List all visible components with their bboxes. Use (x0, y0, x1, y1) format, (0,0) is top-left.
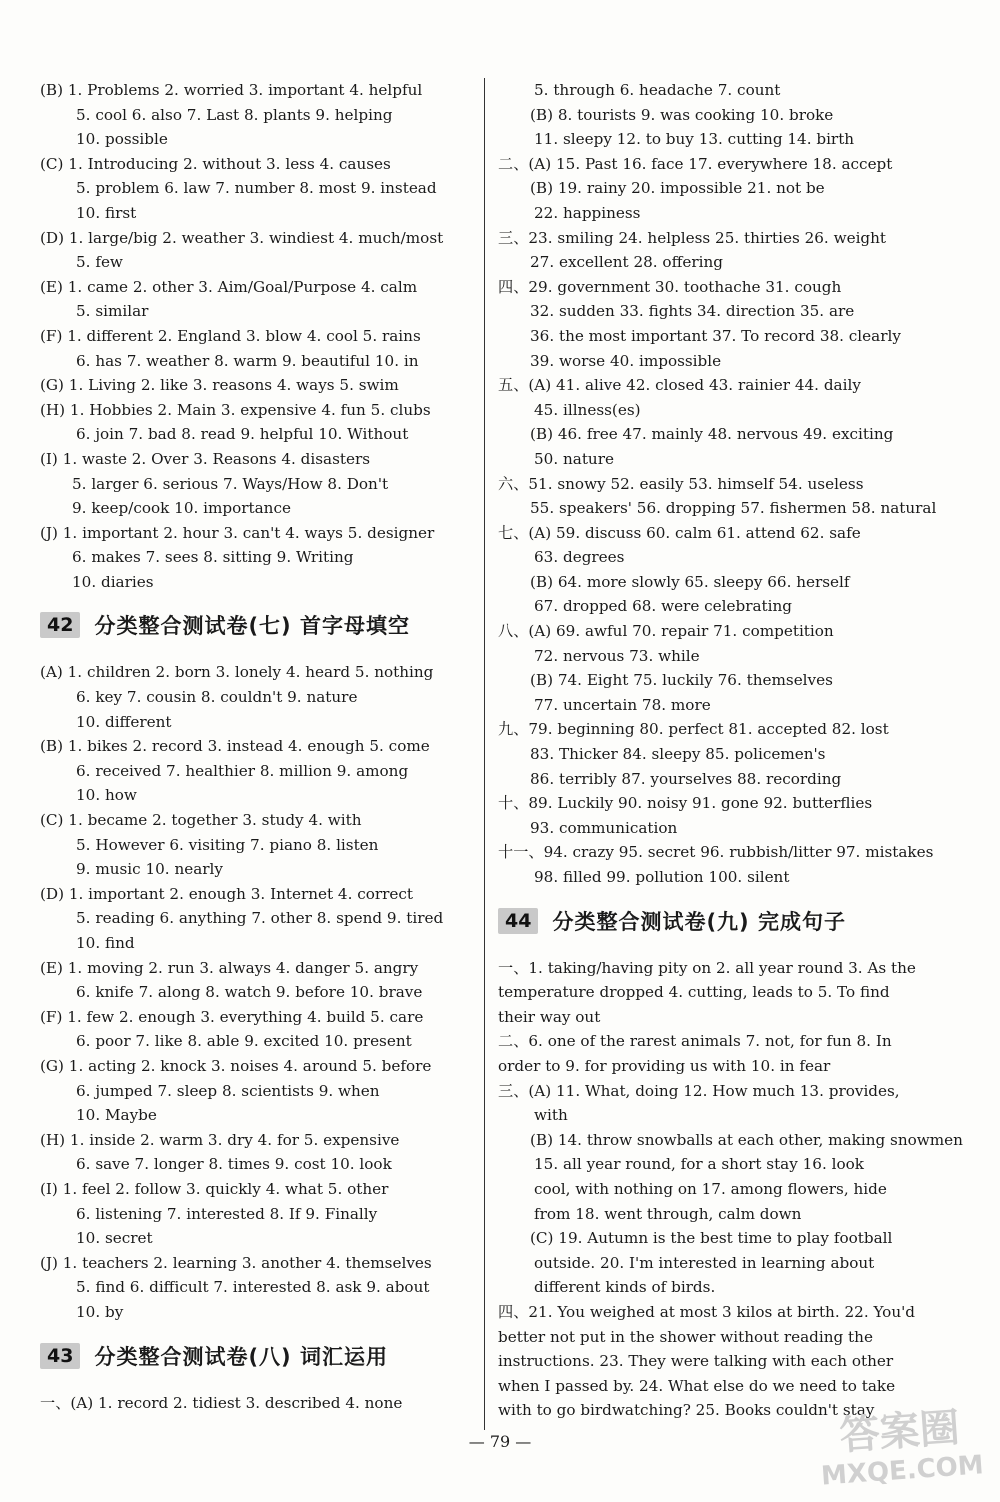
answer-line: 6. save 7. longer 8. times 9. cost 10. look (76, 1155, 392, 1174)
answer-line: (F) 1. different 2. England 3. blow 4. cool 5. rains (40, 326, 421, 345)
answer-line: 10. possible (76, 130, 168, 149)
answer-line: 50. nature (534, 449, 614, 468)
answer-line: (C) 19. Autumn is the best time to play football (530, 1229, 893, 1248)
answer-line: 八、(A) 69. awful 70. repair 71. competition (498, 622, 834, 641)
answer-line: 三、23. smiling 24. helpless 25. thirties 26. weight (498, 228, 887, 247)
answer-line: 5. through 6. headache 7. count (534, 81, 781, 99)
site-watermark-logo (813, 1402, 989, 1500)
watermark-domain: MXQE.COM (820, 1450, 985, 1492)
answer-line: 一、1. taking/having pity on 2. all year round 3. As the (498, 958, 916, 977)
answer-line: 6. knife 7. along 8. watch 9. before 10. brave (76, 983, 423, 1002)
answers-block-41-continued (40, 78, 472, 594)
answer-line: (C) 1. became 2. together 3. study 4. with (40, 811, 362, 830)
answer-line: 10. how (76, 786, 137, 805)
answers-block-43-continued (498, 78, 937, 890)
answer-line: 93. communication (530, 818, 678, 837)
answer-line: 63. degrees (534, 548, 625, 567)
watermark-logo-text: 答案圈 (838, 1404, 962, 1460)
answer-line: 5. find 6. difficult 7. interested 8. ask 9. about (76, 1278, 430, 1297)
answer-line: (B) 8. tourists 9. was cooking 10. broke (530, 105, 834, 124)
page-number: — 79 — (468, 1432, 532, 1451)
answer-line: (B) 74. Eight 75. luckily 76. themselves (530, 671, 833, 690)
answer-line: with (534, 1106, 568, 1125)
section-heading-44 (498, 904, 934, 938)
answer-line: 6. key 7. cousin 8. couldn't 9. nature (76, 688, 358, 707)
column-divider (484, 78, 485, 1430)
answer-line: 27. excellent 28. offering (530, 253, 723, 272)
answer-line: 11. sleepy 12. to buy 13. cutting 14. birth (534, 130, 855, 149)
answer-line: (B) 64. more slowly 65. sleepy 66. herself (530, 572, 850, 591)
answer-line: 十、89. Luckily 90. noisy 91. gone 92. butterflies (498, 794, 873, 813)
answer-line: (E) 1. moving 2. run 3. always 4. danger 5. angry (40, 958, 419, 977)
section-number: 43 (40, 1343, 80, 1369)
answer-line: (J) 1. important 2. hour 3. can't 4. ways 5. designer (40, 523, 435, 542)
answer-line: 七、(A) 59. discuss 60. calm 61. attend 62. safe (498, 523, 861, 542)
answer-line: instructions. 23. They were talking with each other (498, 1352, 894, 1371)
answer-line: (G) 1. Living 2. like 3. reasons 4. ways 5. swim (40, 376, 399, 395)
answer-line: order to 9. for providing us with 10. in fear (498, 1056, 831, 1075)
answer-line: (I) 1. waste 2. Over 3. Reasons 4. disasters (40, 449, 371, 468)
answer-line: 6. listening 7. interested 8. If 9. Finally (76, 1204, 378, 1223)
answer-line: 5. However 6. visiting 7. piano 8. listen (76, 835, 379, 854)
answer-line: (B) 19. rainy 20. impossible 21. not be (530, 179, 825, 198)
answer-line: 6. jumped 7. sleep 8. scientists 9. when (76, 1081, 380, 1100)
answer-line: 二、(A) 15. Past 16. face 17. everywhere 18. accept (498, 154, 893, 173)
answer-line: 5. problem 6. law 7. number 8. most 9. instead (76, 179, 437, 198)
answer-line: 10. secret (76, 1229, 153, 1248)
answer-line: 9. music 10. nearly (76, 860, 223, 879)
answer-line: (J) 1. teachers 2. learning 3. another 4. themselves (40, 1253, 432, 1272)
section-number: 44 (498, 908, 538, 934)
section-title: 分类整合测试卷(七) 首字母填空 (94, 614, 410, 639)
answer-line: 39. worse 40. impossible (530, 351, 722, 370)
right-column (498, 78, 963, 1423)
answer-line: 6. join 7. bad 8. read 9. helpful 10. Without (76, 425, 409, 444)
answer-line: 十一、94. crazy 95. secret 96. rubbish/litter 97. mistakes (498, 843, 934, 862)
answers-block-43 (40, 1391, 472, 1416)
answer-line: (G) 1. acting 2. knock 3. noises 4. around 5. before (40, 1056, 432, 1075)
answer-line: 5. few (76, 253, 123, 272)
answer-line: 72. nervous 73. while (534, 646, 700, 665)
answer-line: better not put in the shower without reading the (498, 1327, 873, 1346)
section-number: 42 (40, 612, 80, 638)
section-title: 分类整合测试卷(八) 词汇运用 (94, 1344, 388, 1369)
answers-block-42 (40, 660, 472, 1324)
answer-line: (B) 1. Problems 2. worried 3. important 4. helpful (40, 81, 423, 99)
answer-line: 5. cool 6. also 7. Last 8. plants 9. helping (76, 105, 393, 124)
answer-line: 9. keep/cook 10. importance (72, 499, 291, 518)
answer-line: temperature dropped 4. cutting, leads to 5. To find (498, 983, 890, 1002)
answer-line: 83. Thicker 84. sleepy 85. policemen's (530, 745, 826, 764)
answer-line: 九、79. beginning 80. perfect 81. accepted 82. lost (498, 720, 889, 739)
answer-line: 6. received 7. healthier 8. million 9. among (76, 761, 409, 780)
answer-line: 二、6. one of the rarest animals 7. not, for fun 8. In (498, 1032, 892, 1051)
answer-line: 86. terribly 87. yourselves 88. recording (530, 769, 842, 788)
answer-line: (D) 1. important 2. enough 3. Internet 4. correct (40, 884, 414, 903)
answer-line: (C) 1. Introducing 2. without 3. less 4. causes (40, 154, 391, 173)
left-column (40, 78, 472, 1415)
answer-line: 10. Maybe (76, 1106, 157, 1125)
answer-line: 5. similar (76, 302, 149, 321)
answer-line: 10. different (76, 712, 172, 731)
answer-line: 5. larger 6. serious 7. Ways/How 8. Don't (72, 474, 389, 493)
answer-line: outside. 20. I'm interested in learning about (534, 1253, 875, 1272)
answer-line: (H) 1. inside 2. warm 3. dry 4. for 5. expensive (40, 1130, 400, 1149)
answer-line: 67. dropped 68. were celebrating (534, 597, 792, 616)
section-heading-42 (40, 608, 472, 642)
answer-line: (H) 1. Hobbies 2. Main 3. expensive 4. fun 5. clubs (40, 400, 431, 419)
answer-line: 一、(A) 1. record 2. tidiest 3. described 4. none (40, 1393, 403, 1412)
answer-line: 10. diaries (72, 572, 154, 591)
answer-line: 15. all year round, for a short stay 16. look (534, 1155, 864, 1174)
answer-line: 22. happiness (534, 203, 641, 222)
answer-line: (E) 1. came 2. other 3. Aim/Goal/Purpose 4. calm (40, 277, 418, 296)
answer-line: when I passed by. 24. What else do we need to take (498, 1376, 896, 1395)
answers-block-44 (498, 956, 963, 1423)
answer-line: cool, with nothing on 17. among flowers, hide (534, 1179, 887, 1198)
answer-line: 6. poor 7. like 8. able 9. excited 10. present (76, 1032, 412, 1051)
answer-line: 36. the most important 37. To record 38. clearly (530, 326, 901, 345)
answer-line: 45. illness(es) (534, 400, 641, 419)
answer-line: (D) 1. large/big 2. weather 3. windiest 4. much/most (40, 228, 444, 247)
answer-line: (B) 1. bikes 2. record 3. instead 4. enough 5. come (40, 737, 430, 756)
answer-line: (B) 46. free 47. mainly 48. nervous 49. exciting (530, 425, 894, 444)
answer-line: their way out (498, 1007, 601, 1026)
answer-line: 32. sudden 33. fights 34. direction 35. are (530, 302, 855, 321)
answer-line: 10. by (76, 1302, 124, 1321)
answer-line: 5. reading 6. anything 7. other 8. spend 9. tired (76, 909, 444, 928)
answer-line: (F) 1. few 2. enough 3. everything 4. build 5. care (40, 1007, 424, 1026)
answer-line: 98. filled 99. pollution 100. silent (534, 868, 790, 886)
answer-line: 6. has 7. weather 8. warm 9. beautiful 10. in (76, 351, 419, 370)
answer-line: 10. find (76, 934, 135, 952)
answer-line: 10. first (76, 203, 137, 222)
answer-line: with to go birdwatching? 25. Books couldn't stay (498, 1401, 875, 1420)
answer-line: 四、21. You weighed at most 3 kilos at birth. 22. You'd (498, 1302, 916, 1321)
answer-line: (B) 14. throw snowballs at each other, making snowmen (530, 1130, 963, 1149)
answer-line: 55. speakers' 56. dropping 57. fishermen 58. natural (530, 499, 937, 518)
answer-line: from 18. went through, calm down (534, 1204, 802, 1223)
answer-line: 四、29. government 30. toothache 31. cough (498, 277, 842, 296)
answer-line: 6. makes 7. sees 8. sitting 9. Writing (72, 548, 354, 567)
answer-line: 五、(A) 41. alive 42. closed 43. rainier 44. daily (498, 376, 861, 395)
answer-line: 三、(A) 11. What, doing 12. How much 13. provides, (498, 1081, 900, 1100)
section-title: 分类整合测试卷(九) 完成句子 (552, 909, 846, 934)
section-heading-43 (40, 1339, 472, 1373)
answer-line: 六、51. snowy 52. easily 53. himself 54. useless (498, 474, 864, 493)
answer-line: (A) 1. children 2. born 3. lonely 4. heard 5. nothing (40, 663, 434, 682)
answer-line: different kinds of birds. (534, 1278, 716, 1297)
answer-line: (I) 1. feel 2. follow 3. quickly 4. what 5. other (40, 1179, 389, 1198)
answer-line: 77. uncertain 78. more (534, 695, 711, 714)
